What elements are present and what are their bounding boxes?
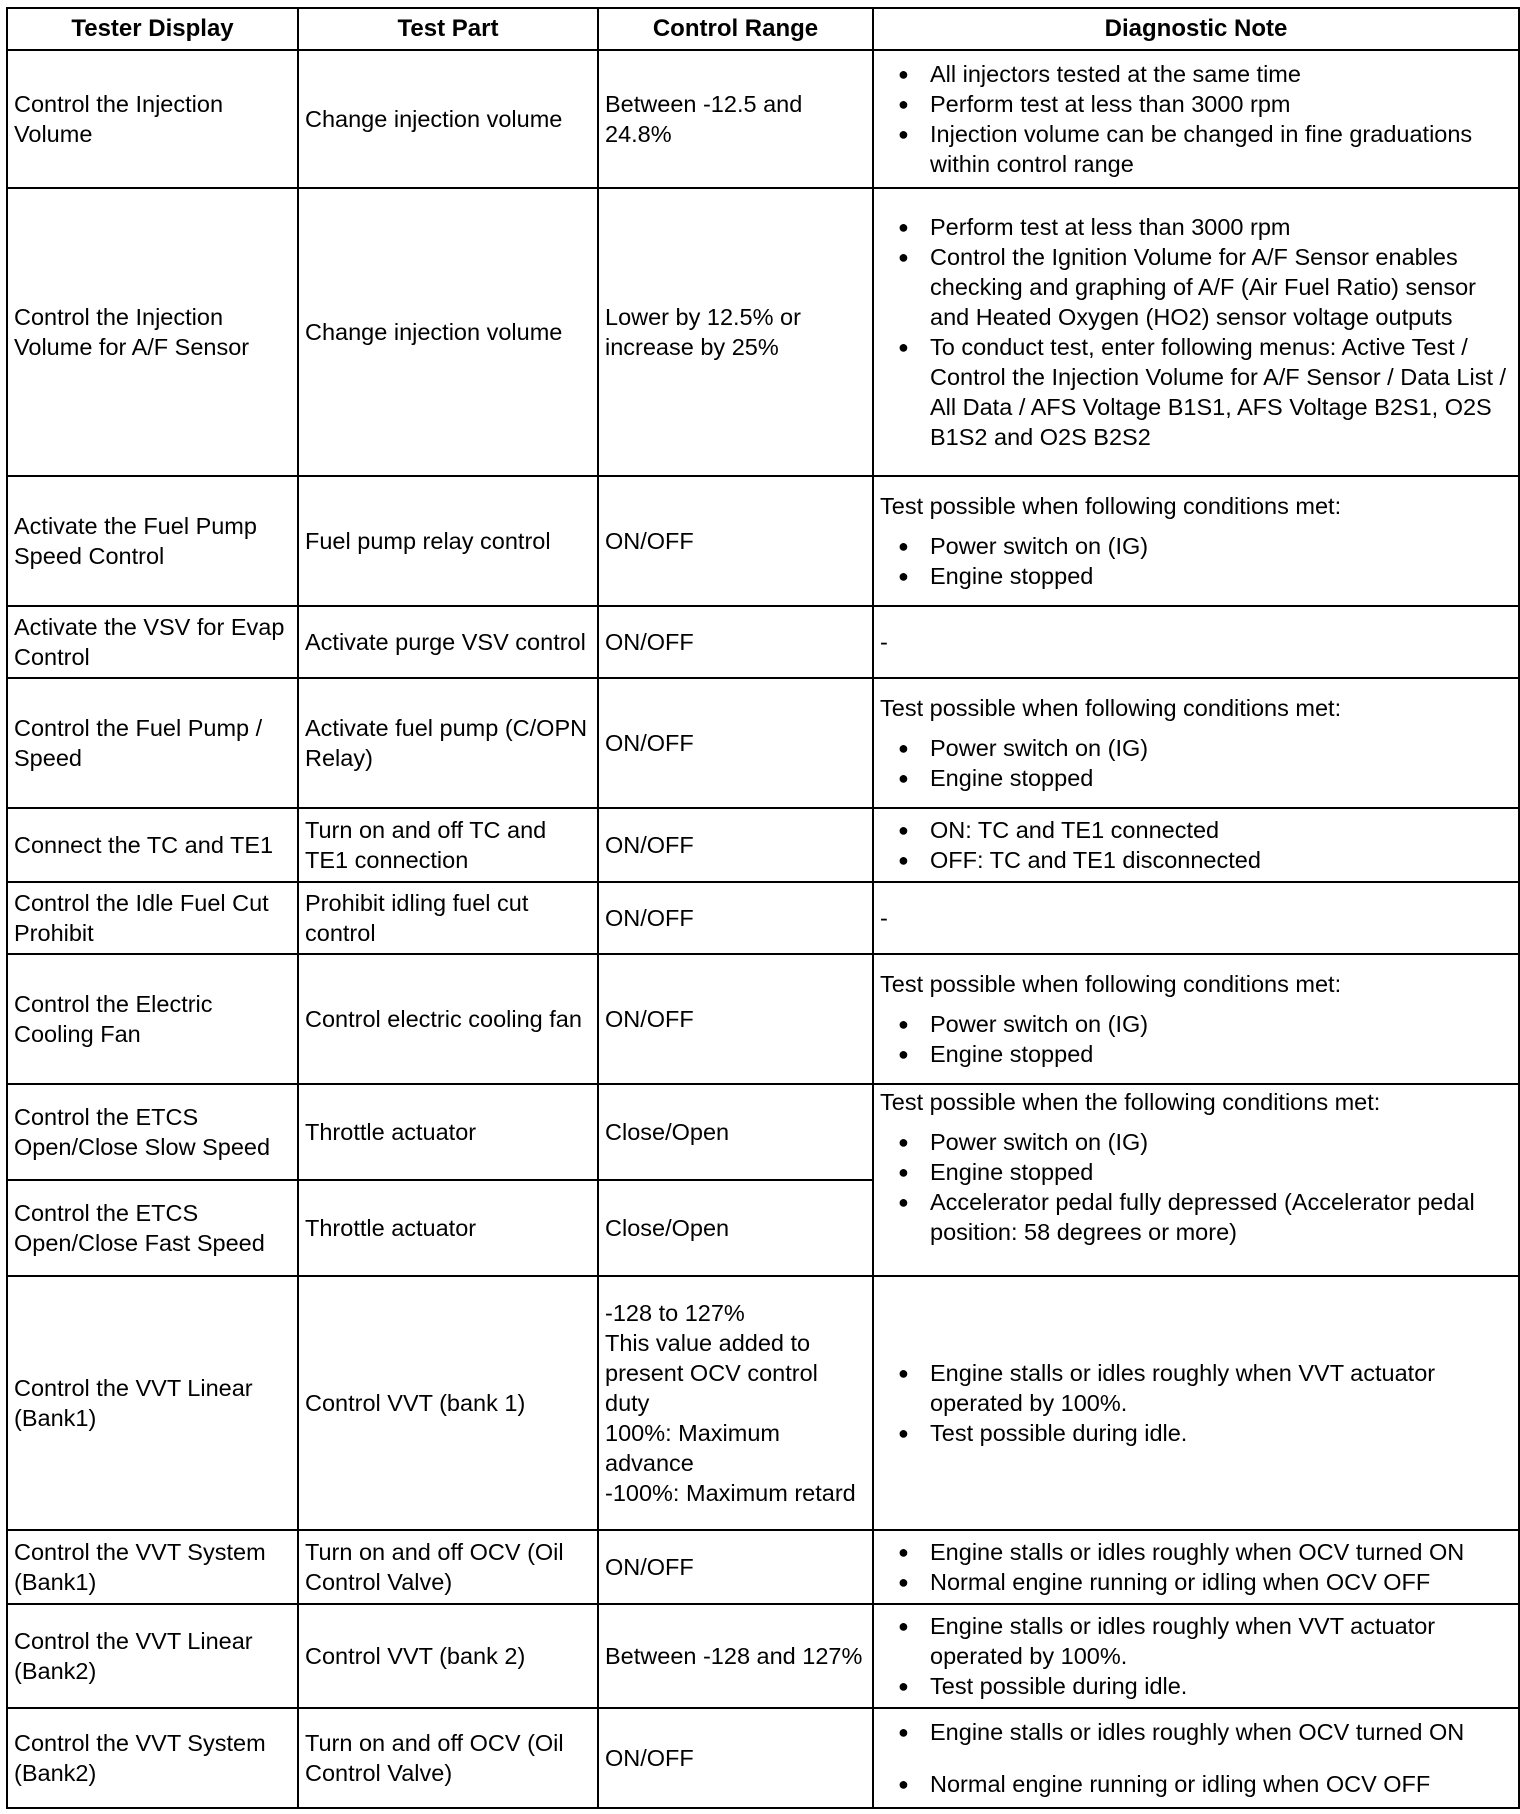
diagnostic-note-cell: - (873, 882, 1519, 954)
control-range-line: 100%: Maximum advance (605, 1420, 780, 1476)
note-intro: Test possible when following conditions met: (880, 493, 1342, 519)
note-list (880, 1009, 1512, 1069)
tester-display-cell: Control the VVT Linear (Bank1) (7, 1276, 298, 1530)
table-row (7, 188, 1519, 476)
note-list (880, 1537, 1512, 1597)
control-range-cell: Between -128 and 127% (598, 1604, 873, 1708)
control-range-cell (598, 1276, 873, 1530)
header-test-part: Test Part (298, 8, 598, 50)
tester-display-cell: Control the Injection Volume for A/F Sensor (7, 188, 298, 476)
control-range-line: -100%: Maximum retard (605, 1480, 856, 1506)
test-part-cell: Control VVT (bank 1) (298, 1276, 598, 1530)
note-list (880, 59, 1512, 179)
note-list (880, 1717, 1512, 1799)
control-range-cell: ON/OFF (598, 954, 873, 1084)
note-item: ● Control the Ignition Volume for A/F Sensor enables checking and graphing of A/F (Air Fuel Ratio) sensor and Heated Oxygen (HO2) sensor voltage outputs (880, 242, 1512, 332)
control-range-line: This value added to present OCV control duty (605, 1330, 818, 1416)
table-row (7, 1276, 1519, 1530)
test-part-cell: Turn on and off OCV (Oil Control Valve) (298, 1530, 598, 1604)
note-item: ● Engine stalls or idles roughly when VVT actuator operated by 100%. (880, 1611, 1512, 1671)
header-diagnostic-note: Diagnostic Note (873, 8, 1519, 50)
test-part-cell: Activate fuel pump (C/OPN Relay) (298, 678, 598, 808)
note-item: ● All injectors tested at the same time (880, 59, 1512, 89)
table-row (7, 606, 1519, 678)
tester-display-cell: Control the VVT System (Bank1) (7, 1530, 298, 1604)
test-part-cell: Activate purge VSV control (298, 606, 598, 678)
note-intro: Test possible when the following conditions met: (880, 1089, 1381, 1115)
note-item: ● Engine stopped (880, 1039, 1512, 1069)
table-row (7, 678, 1519, 808)
note-item: ● To conduct test, enter following menus: Active Test / Control the Injection Volume for A/F Sensor / Data List / All Data / AFS Voltage B1S1, AFS Voltage B2S1, O2S B1S2 and O2S B2S2 (880, 332, 1512, 452)
note-list (880, 1611, 1512, 1701)
control-range-cell: ON/OFF (598, 1530, 873, 1604)
control-range-cell: ON/OFF (598, 606, 873, 678)
test-part-cell: Turn on and off TC and TE1 connection (298, 808, 598, 882)
tester-display-cell: Control the VVT System (Bank2) (7, 1708, 298, 1808)
note-item: ● Engine stalls or idles roughly when OCV turned ON (880, 1717, 1512, 1747)
note-intro: Test possible when following conditions met: (880, 695, 1342, 721)
diagnostic-note-cell (873, 1708, 1519, 1808)
diagnostic-note-cell (873, 808, 1519, 882)
note-item: ● Test possible during idle. (880, 1418, 1512, 1448)
control-range-cell: ON/OFF (598, 476, 873, 606)
test-part-cell: Change injection volume (298, 188, 598, 476)
tester-display-cell: Activate the Fuel Pump Speed Control (7, 476, 298, 606)
note-item: ● Injection volume can be changed in fine graduations within control range (880, 119, 1512, 179)
diagnostic-note-cell (873, 476, 1519, 606)
table-row (7, 1708, 1519, 1808)
diagnostic-note-cell (873, 678, 1519, 808)
note-item: ● Power switch on (IG) (880, 531, 1512, 561)
note-item: ● Engine stopped (880, 1157, 1512, 1187)
diagnostic-note-cell (873, 1084, 1519, 1276)
control-range-cell: Close/Open (598, 1180, 873, 1276)
tester-display-cell: Control the ETCS Open/Close Slow Speed (7, 1084, 298, 1180)
header-tester-display: Tester Display (7, 8, 298, 50)
note-item: ● Power switch on (IG) (880, 1127, 1512, 1157)
test-part-cell: Control electric cooling fan (298, 954, 598, 1084)
control-range-cell: ON/OFF (598, 882, 873, 954)
test-part-cell: Throttle actuator (298, 1084, 598, 1180)
note-intro: Test possible when following conditions met: (880, 971, 1342, 997)
note-item: ● Engine stopped (880, 763, 1512, 793)
table-row (7, 954, 1519, 1084)
diagnostic-note-cell (873, 188, 1519, 476)
active-test-table-container (6, 7, 1520, 1809)
test-part-cell: Turn on and off OCV (Oil Control Valve) (298, 1708, 598, 1808)
table-row (7, 476, 1519, 606)
tester-display-cell: Control the VVT Linear (Bank2) (7, 1604, 298, 1708)
table-row (7, 1084, 1519, 1180)
note-list (880, 733, 1512, 793)
test-part-cell: Prohibit idling fuel cut control (298, 882, 598, 954)
control-range-cell: Lower by 12.5% or increase by 25% (598, 188, 873, 476)
header-control-range: Control Range (598, 8, 873, 50)
control-range-line: -128 to 127% (605, 1300, 745, 1326)
test-part-cell: Control VVT (bank 2) (298, 1604, 598, 1708)
table-row (7, 882, 1519, 954)
note-item: ● Accelerator pedal fully depressed (Accelerator pedal position: 58 degrees or more) (880, 1187, 1512, 1247)
note-list (880, 212, 1512, 452)
note-item: ● Perform test at less than 3000 rpm (880, 89, 1512, 119)
table-row (7, 50, 1519, 188)
tester-display-cell: Control the ETCS Open/Close Fast Speed (7, 1180, 298, 1276)
note-item: ● Test possible during idle. (880, 1671, 1512, 1701)
note-item: ● Normal engine running or idling when OCV OFF (880, 1769, 1512, 1799)
table-row (7, 808, 1519, 882)
test-part-cell: Throttle actuator (298, 1180, 598, 1276)
diagnostic-note-cell: - (873, 606, 1519, 678)
note-list (880, 1127, 1512, 1247)
note-item: ● Power switch on (IG) (880, 1009, 1512, 1039)
control-range-cell: ON/OFF (598, 808, 873, 882)
test-part-cell: Change injection volume (298, 50, 598, 188)
test-part-cell: Fuel pump relay control (298, 476, 598, 606)
control-range-cell: ON/OFF (598, 1708, 873, 1808)
diagnostic-note-cell (873, 1530, 1519, 1604)
note-item: ● OFF: TC and TE1 disconnected (880, 845, 1512, 875)
control-range-cell: ON/OFF (598, 678, 873, 808)
tester-display-cell: Control the Electric Cooling Fan (7, 954, 298, 1084)
note-item: ● Engine stopped (880, 561, 1512, 591)
note-item: ● Engine stalls or idles roughly when OCV turned ON (880, 1537, 1512, 1567)
tester-display-cell: Control the Fuel Pump / Speed (7, 678, 298, 808)
active-test-table (6, 7, 1520, 1809)
table-row (7, 1530, 1519, 1604)
note-item: ● Perform test at less than 3000 rpm (880, 212, 1512, 242)
note-item: ● Power switch on (IG) (880, 733, 1512, 763)
tester-display-cell: Activate the VSV for Evap Control (7, 606, 298, 678)
note-list (880, 531, 1512, 591)
note-item: ● Engine stalls or idles roughly when VVT actuator operated by 100%. (880, 1358, 1512, 1418)
tester-display-cell: Connect the TC and TE1 (7, 808, 298, 882)
tester-display-cell: Control the Injection Volume (7, 50, 298, 188)
header-row (7, 8, 1519, 50)
table-row (7, 1604, 1519, 1708)
note-list (880, 1358, 1512, 1448)
diagnostic-note-cell (873, 50, 1519, 188)
control-range-cell: Between -12.5 and 24.8% (598, 50, 873, 188)
diagnostic-note-cell (873, 954, 1519, 1084)
control-range-cell: Close/Open (598, 1084, 873, 1180)
note-item: ● ON: TC and TE1 connected (880, 815, 1512, 845)
diagnostic-note-cell (873, 1276, 1519, 1530)
diagnostic-note-cell (873, 1604, 1519, 1708)
note-list (880, 815, 1512, 875)
tester-display-cell: Control the Idle Fuel Cut Prohibit (7, 882, 298, 954)
note-item: ● Normal engine running or idling when OCV OFF (880, 1567, 1512, 1597)
